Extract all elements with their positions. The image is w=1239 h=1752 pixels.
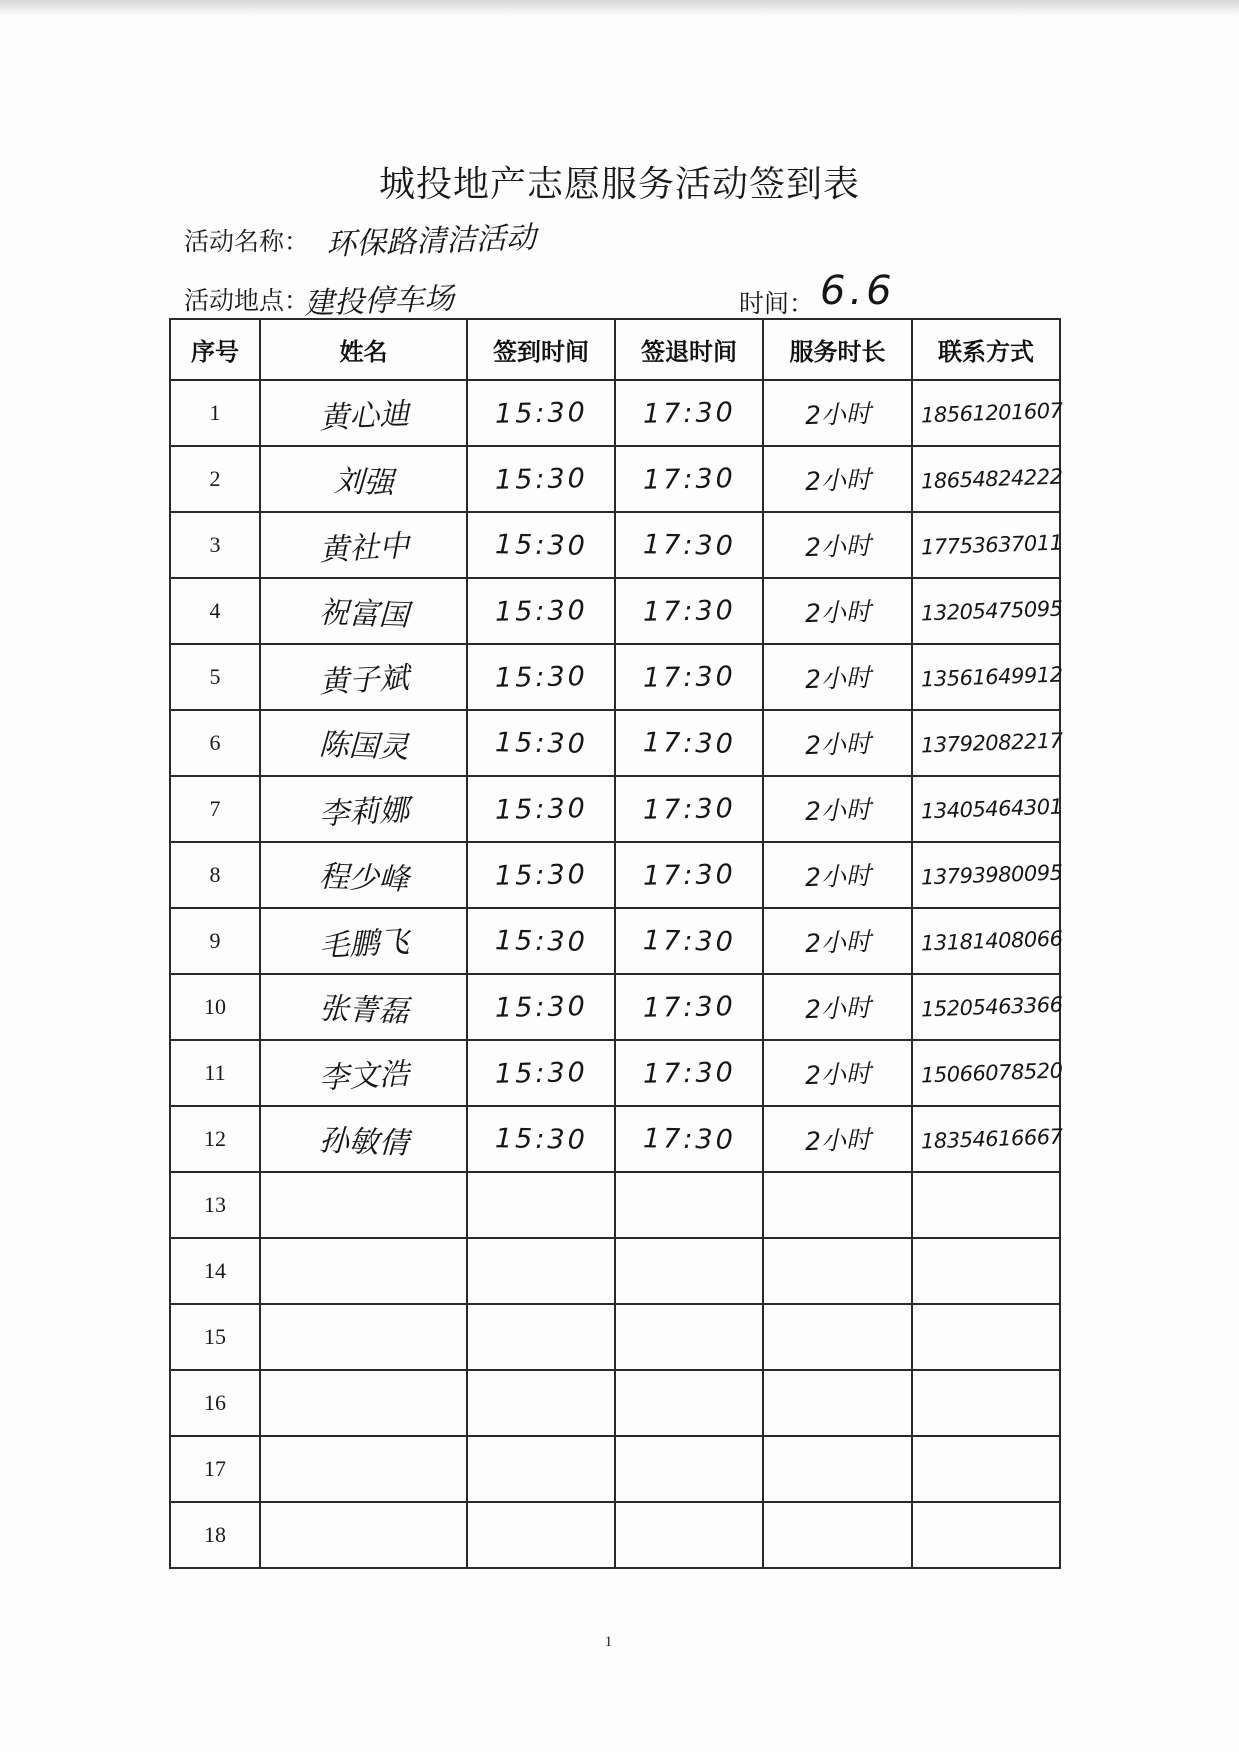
duration-cell <box>763 1040 912 1106</box>
activity-time-label: 时间： <box>739 289 815 318</box>
phone-number: 15205463366 <box>920 992 1063 1022</box>
sign-out-time: 17:30 <box>642 462 736 496</box>
header-sign-in-time: 签到时间 <box>467 319 615 380</box>
row-number: 2 <box>170 446 260 512</box>
duration-cell <box>763 974 912 1040</box>
sign-out-cell <box>615 1172 763 1238</box>
contact-cell <box>912 1040 1063 1106</box>
sign-out-cell <box>615 380 763 446</box>
name-cell <box>260 1304 467 1370</box>
activity-name-label: 活动名称： <box>184 227 310 256</box>
duration-cell <box>763 908 912 974</box>
scan-edge-shading <box>0 0 1239 16</box>
sign-out-cell <box>615 776 763 842</box>
sign-in-time: 15:30 <box>494 726 588 760</box>
sign-out-cell <box>615 1370 763 1436</box>
sign-in-cell <box>467 1436 615 1502</box>
contact-cell <box>912 1172 1060 1238</box>
sign-out-time: 17:30 <box>642 990 736 1024</box>
page-title: 城投地产志愿服务活动签到表 <box>378 164 860 205</box>
name-cell <box>260 776 467 842</box>
sign-out-cell <box>615 1106 763 1172</box>
sign-in-time: 15:30 <box>494 462 588 496</box>
name-cell <box>260 1238 467 1304</box>
contact-cell <box>912 1436 1060 1502</box>
duration-cell <box>763 578 912 644</box>
sign-out-cell <box>615 842 763 908</box>
sign-out-cell <box>615 974 763 1040</box>
row-number: 14 <box>170 1238 260 1304</box>
name-cell <box>260 1436 467 1502</box>
name-cell <box>260 842 467 908</box>
signature-name: 孙敏倩 <box>317 1123 409 1162</box>
contact-cell <box>912 710 1063 776</box>
row-number: 3 <box>170 512 260 578</box>
sign-in-cell <box>467 974 615 1040</box>
sign-in-time: 15:30 <box>494 528 588 562</box>
signature-name: 张菁磊 <box>317 991 409 1030</box>
sign-out-time: 17:30 <box>642 528 736 562</box>
service-duration: 2小时 <box>804 926 871 959</box>
sign-in-cell <box>467 446 615 512</box>
sign-in-cell <box>467 1172 615 1238</box>
sign-in-time: 15:30 <box>494 1056 588 1090</box>
service-duration: 2小时 <box>804 1058 871 1091</box>
duration-cell <box>763 1304 912 1370</box>
activity-location-label: 活动地点： <box>184 286 310 315</box>
signature-name: 黄心迪 <box>317 396 410 437</box>
duration-cell <box>763 446 912 512</box>
header-name: 姓名 <box>260 319 467 380</box>
row-number: 6 <box>170 710 260 776</box>
sign-in-time: 15:30 <box>494 858 588 892</box>
name-cell <box>260 1106 467 1172</box>
row-number: 9 <box>170 908 260 974</box>
sign-in-cell <box>467 512 615 578</box>
signature-name: 陈国灵 <box>317 727 409 766</box>
contact-cell <box>912 446 1063 512</box>
signature-name: 毛鹏飞 <box>317 924 410 965</box>
sign-out-cell <box>615 512 763 578</box>
row-number: 8 <box>170 842 260 908</box>
service-duration: 2小时 <box>804 662 871 695</box>
table-row <box>170 1040 1060 1106</box>
sign-out-time: 17:30 <box>642 396 736 430</box>
sign-in-cell <box>467 908 615 974</box>
header-contact: 联系方式 <box>912 319 1060 380</box>
table-row <box>170 380 1060 446</box>
sign-out-cell <box>615 446 763 512</box>
name-cell <box>260 1040 467 1106</box>
table-row <box>170 446 1060 512</box>
table-row <box>170 1370 1060 1436</box>
phone-number: 18561201607 <box>920 398 1063 428</box>
sign-in-time: 15:30 <box>494 792 588 826</box>
duration-cell <box>763 1436 912 1502</box>
sign-out-cell <box>615 1436 763 1502</box>
row-number: 17 <box>170 1436 260 1502</box>
table-row <box>170 710 1060 776</box>
signature-name: 程少峰 <box>317 859 409 898</box>
row-number: 7 <box>170 776 260 842</box>
service-duration: 2小时 <box>804 860 871 893</box>
row-number: 10 <box>170 974 260 1040</box>
name-cell <box>260 1502 467 1568</box>
table-row <box>170 1436 1060 1502</box>
sign-in-table <box>169 318 1061 1569</box>
table-row <box>170 974 1060 1040</box>
name-cell <box>260 974 467 1040</box>
name-cell <box>260 512 467 578</box>
name-cell <box>260 446 467 512</box>
phone-number: 17753637011 <box>920 530 1063 560</box>
phone-number: 13561649912 <box>920 662 1063 692</box>
sign-in-cell <box>467 644 615 710</box>
duration-cell <box>763 1106 912 1172</box>
header-service-duration: 服务时长 <box>763 319 912 380</box>
contact-cell <box>912 1370 1060 1436</box>
row-number: 5 <box>170 644 260 710</box>
contact-cell <box>912 380 1063 446</box>
sign-out-cell <box>615 1238 763 1304</box>
phone-number: 13793980095 <box>920 860 1063 890</box>
sign-in-time: 15:30 <box>494 660 588 694</box>
sign-in-time: 15:30 <box>494 924 588 958</box>
signature-name: 刘强 <box>332 463 394 502</box>
sign-out-time: 17:30 <box>642 660 736 694</box>
duration-cell <box>763 1172 912 1238</box>
contact-cell <box>912 1502 1060 1568</box>
contact-cell <box>912 1304 1060 1370</box>
row-number: 11 <box>170 1040 260 1106</box>
row-number: 12 <box>170 1106 260 1172</box>
row-number: 1 <box>170 380 260 446</box>
contact-cell <box>912 842 1063 908</box>
name-cell <box>260 710 467 776</box>
contact-cell <box>912 974 1063 1040</box>
sign-out-cell <box>615 908 763 974</box>
activity-location-value: 建投停车场 <box>303 281 455 322</box>
table-row <box>170 842 1060 908</box>
service-duration: 2小时 <box>804 464 871 497</box>
table-row <box>170 1172 1060 1238</box>
sign-in-cell <box>467 380 615 446</box>
duration-cell <box>763 776 912 842</box>
sign-out-cell <box>615 710 763 776</box>
phone-number: 18354616667 <box>920 1124 1063 1154</box>
contact-cell <box>912 644 1063 710</box>
contact-cell <box>912 1106 1063 1172</box>
name-cell <box>260 1172 467 1238</box>
table-row <box>170 578 1060 644</box>
sign-out-cell <box>615 1040 763 1106</box>
sign-out-time: 17:30 <box>642 792 736 826</box>
contact-cell <box>912 1238 1060 1304</box>
phone-number: 13405464301 <box>920 794 1063 824</box>
contact-cell <box>912 776 1063 842</box>
table-row <box>170 1238 1060 1304</box>
service-duration: 2小时 <box>804 530 871 563</box>
duration-cell <box>763 842 912 908</box>
sign-in-cell <box>467 710 615 776</box>
sign-out-cell <box>615 578 763 644</box>
table-row <box>170 644 1060 710</box>
activity-name-value: 环保路清洁活动 <box>325 220 537 263</box>
table-row <box>170 908 1060 974</box>
table-header-row <box>170 319 1060 380</box>
duration-cell <box>763 1502 912 1568</box>
sign-out-cell <box>615 1304 763 1370</box>
sign-in-time: 15:30 <box>494 594 588 628</box>
signature-name: 李莉娜 <box>317 792 410 833</box>
activity-time-value: 6.6 <box>820 268 896 314</box>
table-row <box>170 1502 1060 1568</box>
sign-out-time: 17:30 <box>642 726 736 760</box>
name-cell <box>260 908 467 974</box>
sign-in-cell <box>467 1106 615 1172</box>
sign-out-cell <box>615 1502 763 1568</box>
row-number: 4 <box>170 578 260 644</box>
sign-in-cell <box>467 1040 615 1106</box>
sign-in-cell <box>467 1238 615 1304</box>
header-number: 序号 <box>170 319 260 380</box>
service-duration: 2小时 <box>804 596 871 629</box>
sign-in-time: 15:30 <box>494 396 588 430</box>
signature-name: 李文浩 <box>317 1056 410 1097</box>
phone-number: 15066078520 <box>920 1058 1063 1088</box>
contact-cell <box>912 908 1063 974</box>
page-number: 1 <box>604 1634 613 1650</box>
sign-out-time: 17:30 <box>642 1056 736 1090</box>
duration-cell <box>763 644 912 710</box>
row-number: 15 <box>170 1304 260 1370</box>
sign-in-cell <box>467 1502 615 1568</box>
phone-number: 13181408066 <box>920 926 1063 956</box>
table-row <box>170 512 1060 578</box>
duration-cell <box>763 1370 912 1436</box>
sign-out-cell <box>615 644 763 710</box>
duration-cell <box>763 512 912 578</box>
service-duration: 2小时 <box>804 1124 871 1157</box>
phone-number: 13792082217 <box>920 728 1063 758</box>
service-duration: 2小时 <box>804 398 871 431</box>
name-cell <box>260 644 467 710</box>
sign-out-time: 17:30 <box>642 858 736 892</box>
sign-in-cell <box>467 578 615 644</box>
table-row <box>170 1304 1060 1370</box>
sign-in-cell <box>467 1370 615 1436</box>
name-cell <box>260 380 467 446</box>
phone-number: 13205475095 <box>920 596 1063 626</box>
table-row <box>170 1106 1060 1172</box>
sign-out-time: 17:30 <box>642 924 736 958</box>
name-cell <box>260 1370 467 1436</box>
sign-out-time: 17:30 <box>642 1122 736 1156</box>
service-duration: 2小时 <box>804 794 871 827</box>
table-row <box>170 776 1060 842</box>
contact-cell <box>912 512 1063 578</box>
sign-in-cell <box>467 1304 615 1370</box>
sign-in-time: 15:30 <box>494 990 588 1024</box>
contact-cell <box>912 578 1063 644</box>
duration-cell <box>763 710 912 776</box>
sign-out-time: 17:30 <box>642 594 736 628</box>
duration-cell <box>763 380 912 446</box>
header-sign-out-time: 签退时间 <box>615 319 763 380</box>
duration-cell <box>763 1238 912 1304</box>
phone-number: 18654824222 <box>920 464 1063 494</box>
service-duration: 2小时 <box>804 728 871 761</box>
service-duration: 2小时 <box>804 992 871 1025</box>
sign-in-time: 15:30 <box>494 1122 588 1156</box>
sign-in-cell <box>467 842 615 908</box>
row-number: 18 <box>170 1502 260 1568</box>
row-number: 16 <box>170 1370 260 1436</box>
signature-name: 黄社中 <box>317 528 410 569</box>
row-number: 13 <box>170 1172 260 1238</box>
name-cell <box>260 578 467 644</box>
signature-name: 祝富国 <box>317 595 409 634</box>
sign-in-cell <box>467 776 615 842</box>
signature-name: 黄子斌 <box>317 660 410 701</box>
